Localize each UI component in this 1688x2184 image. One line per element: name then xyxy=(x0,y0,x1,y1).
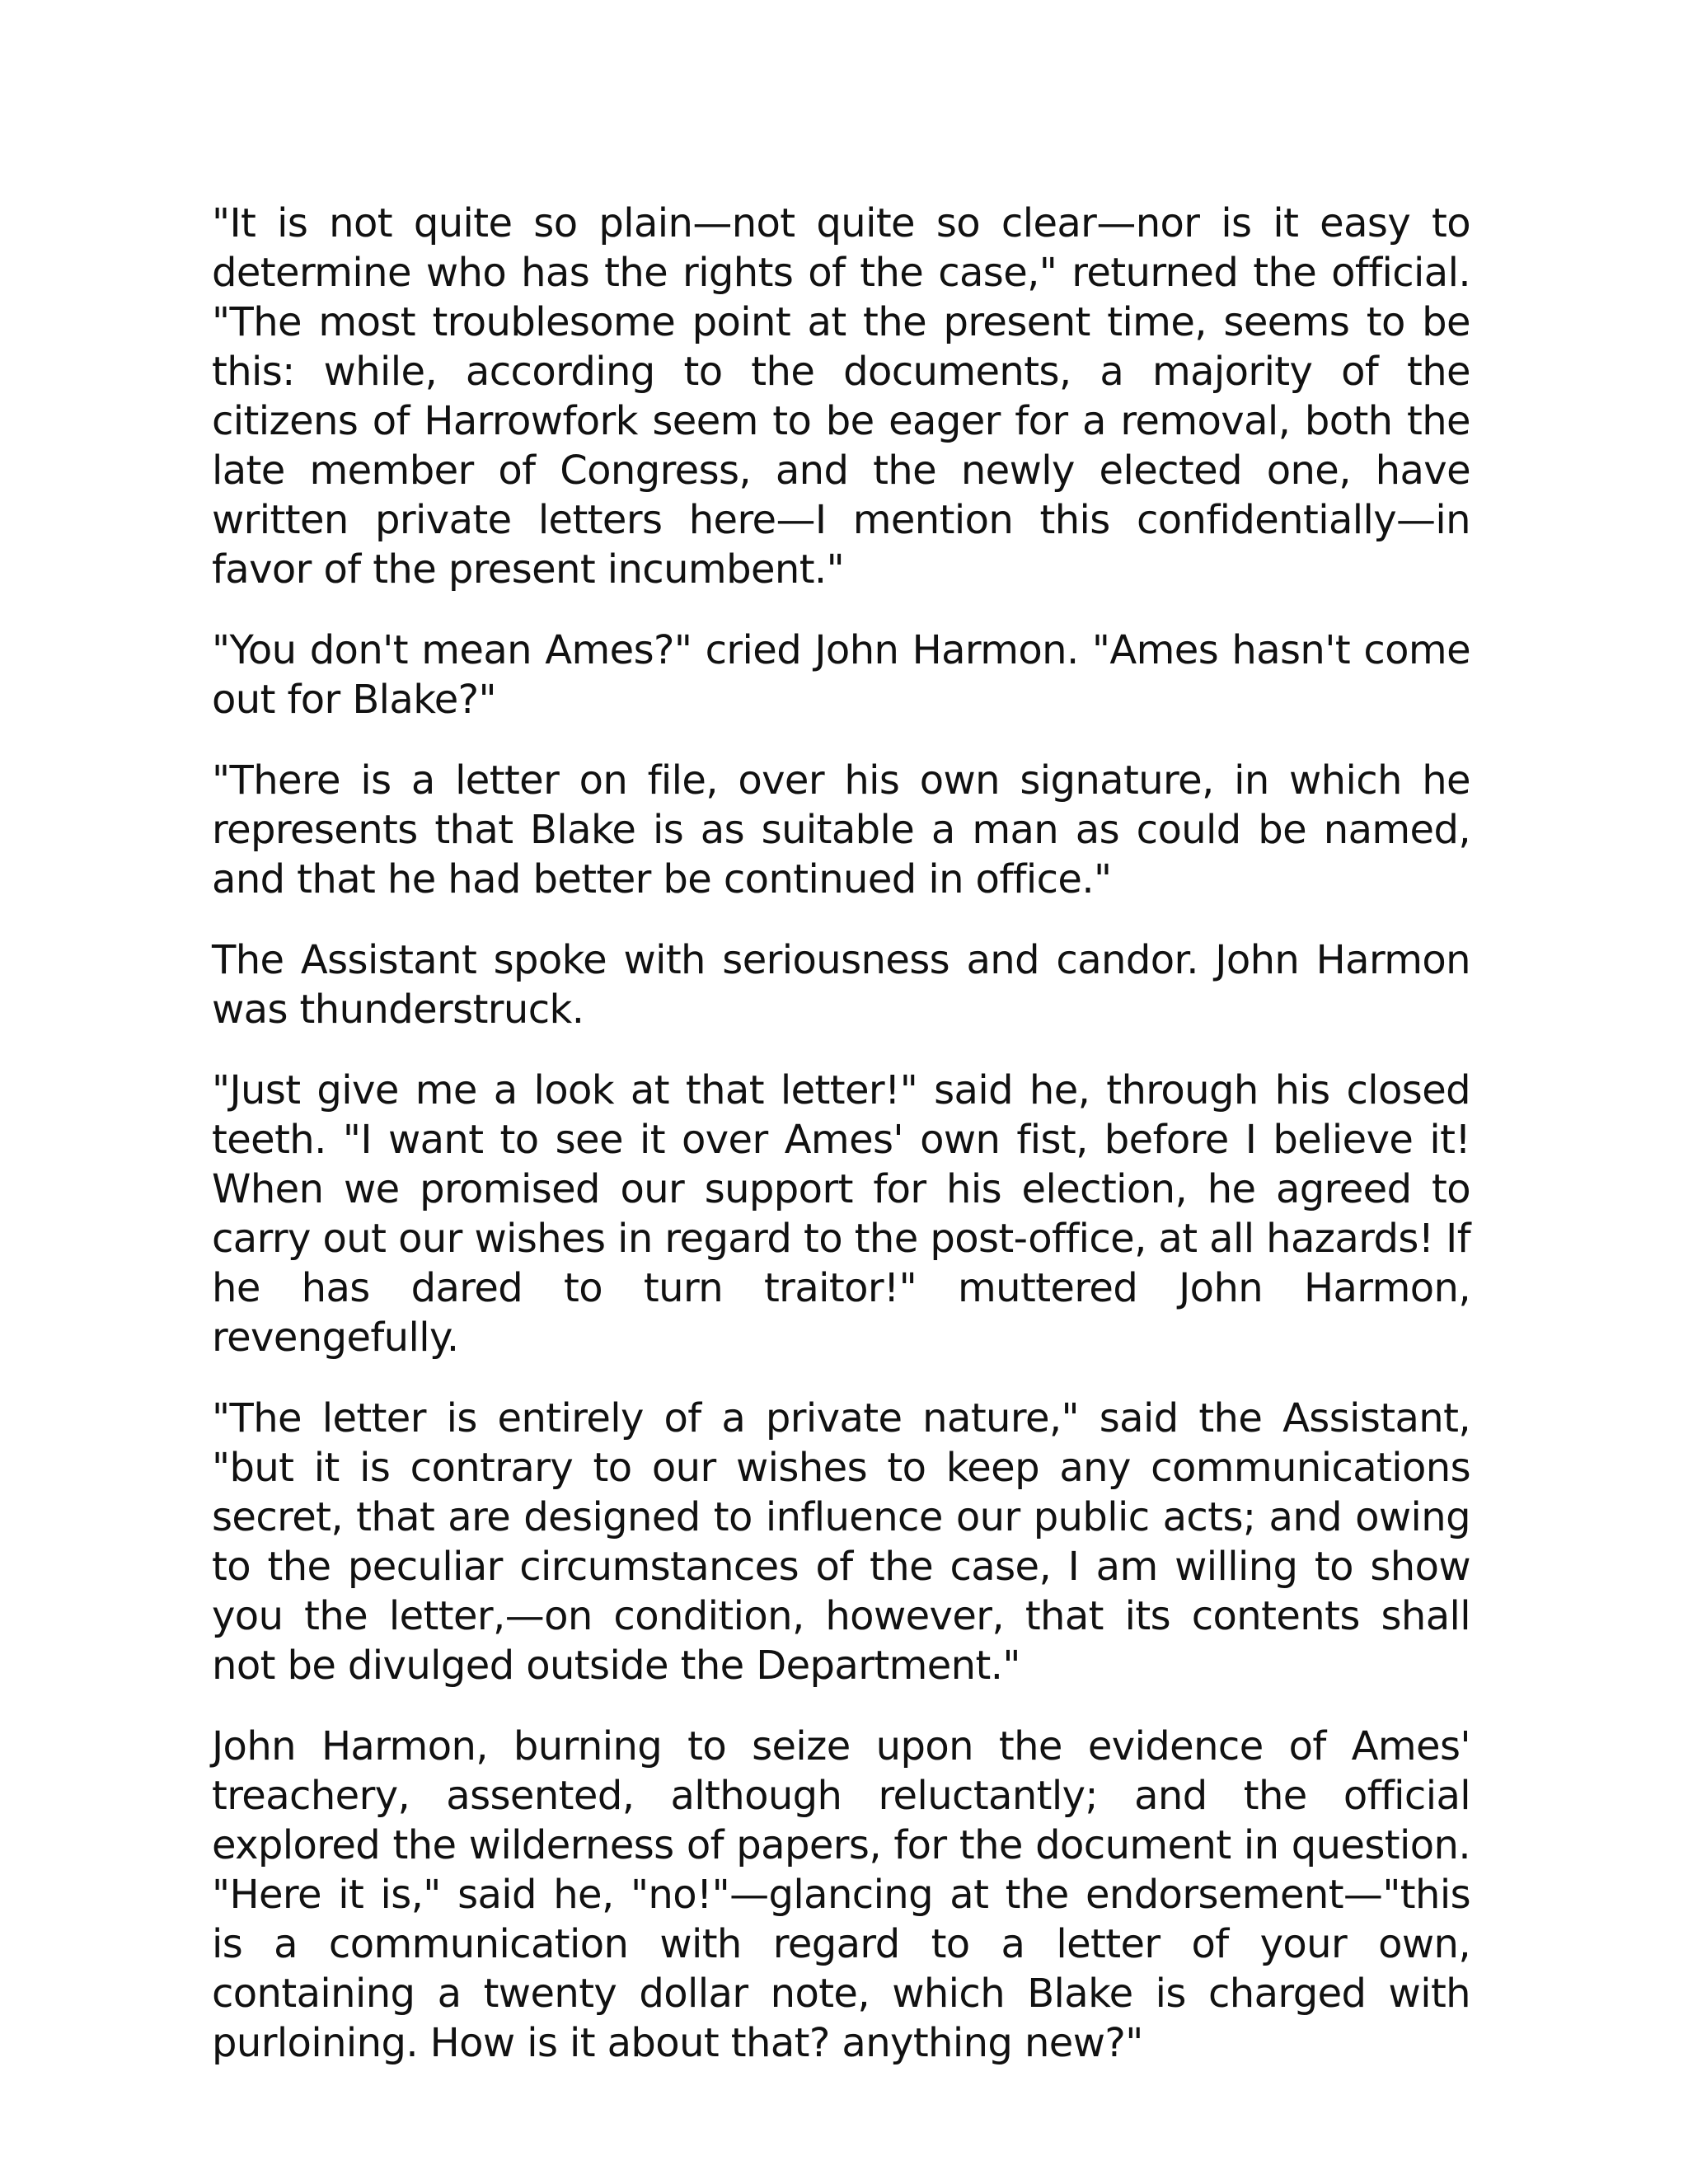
paragraph-6: "The letter is entirely of a private nature," said the Assistant, "but it is contrary to our wishes to keep any communications secret, that are designed to influence our public acts; and owing to the peculiar circumstances of the case, I am willing to show you the letter,—on condition, however, that its contents shall not be divulged outside the Department." xyxy=(212,1395,1470,1689)
paragraph-4: The Assistant spoke with seriousness and candor. John Harmon was thunderstruck. xyxy=(212,937,1470,1033)
paragraph-3: "There is a letter on file, over his own signature, in which he represents that Blake is as suitable a man as could be named, and that he had better be continued in office." xyxy=(212,757,1470,902)
paragraph-7: John Harmon, burning to seize upon the evidence of Ames' treachery, assented, although reluctantly; and the official explored the wilderness of papers, for the document in question. "Here it is," said he, "no!"—glancing at the endorsement—"this is a communication with regard to a letter of your own, containing a twenty dollar note, which Blake is charged with purloining. How is it about that? anything new?" xyxy=(212,1723,1470,2066)
paragraph-5: "Just give me a look at that letter!" said he, through his closed teeth. "I want to see it over Ames' own fist, before I believe it! When we promised our support for his election, he agreed to carry out our wishes in regard to the post-office, at all hazards! If he has dared to turn traitor!" muttered John Harmon, revengefully. xyxy=(212,1067,1470,1361)
paragraph-2: "You don't mean Ames?" cried John Harmon. "Ames hasn't come out for Blake?" xyxy=(212,627,1470,723)
body-text xyxy=(212,199,1470,2068)
paragraph-1: "It is not quite so plain—not quite so clear—nor is it easy to determine who has the rights of the case," returned the official. "The most troublesome point at the present time, seems to be this: while, according to the documents, a majority of the citizens of Harrowfork seem to be eager for a removal, both the late member of Congress, and the newly elected one, have written private letters here—I mention this confidentially—in favor of the present incumbent." xyxy=(212,200,1470,593)
